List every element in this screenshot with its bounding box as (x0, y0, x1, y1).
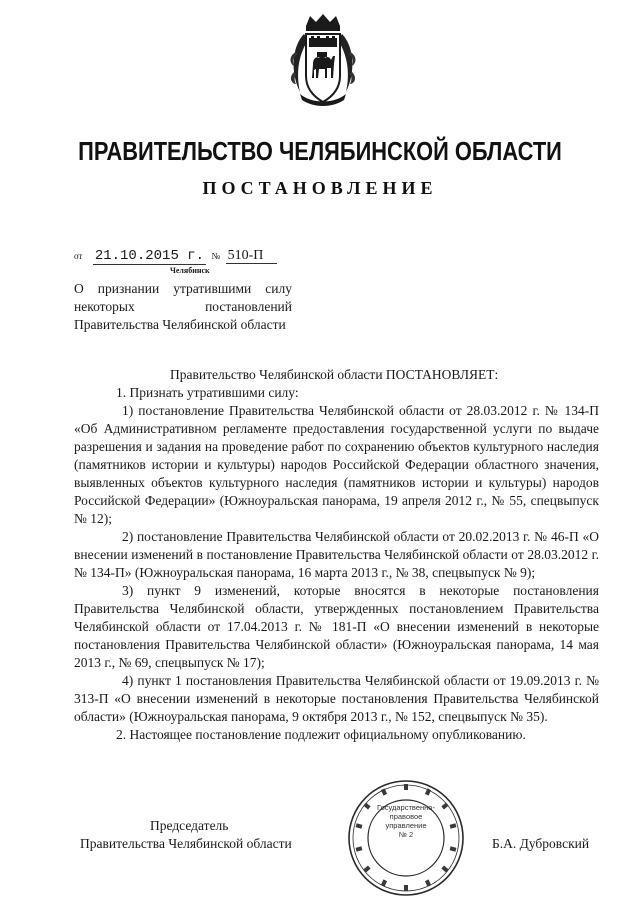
signatory-name: Б.А. Дубровский (492, 836, 590, 851)
stamp-line: правовое (389, 812, 423, 821)
signatory-title: Председатель (150, 818, 229, 833)
document-date: 21.10.2015 г. (94, 248, 205, 264)
stamp-line: управление (385, 821, 427, 830)
document-body (74, 366, 599, 744)
clause-2: 2) постановление Правительства Челябинской области от 20.02.2013 г. № 46-П «О внесении изменений в постановление Правительства Челябинской области от 28.03.2012 г. № 134-П» (Южноуральская панорама, 16 марта 2013 г., № 38, спецвыпуск № 9); (74, 529, 599, 580)
item-1-intro: 1. Признать утратившими силу: (116, 385, 299, 400)
government-title: ПРАВИТЕЛЬСТВО ЧЕЛЯБИНСКОЙ ОБЛАСТИ (78, 136, 562, 166)
signatory-organization: Правительства Челябинской области (80, 836, 292, 851)
document-type-heading: ПОСТАНОВЛЕНИЕ (202, 178, 438, 198)
clause-4: 4) пункт 1 постановления Правительства Челябинской области от 19.09.2013 г. № 313-П «О внесении изменений в некоторые постановления Правительства Челябинской области» (Южноуральская панорама, 9 октября 2013 г., № 152, спецвыпуск № 35). (74, 673, 599, 724)
stamp-center-text (371, 803, 441, 873)
city-label: Челябинск (170, 266, 210, 275)
document-subject: О признании утратившими силу некоторых постановлений Правительства Челябинской области (74, 281, 292, 332)
clause-1: 1) постановление Правительства Челябинской области от 28.03.2012 г. № 134-П «Об Административном регламенте предоставления государственной услуги по выдаче разрешения и задания на проведение работ по сохранению объектов культурного наследия (памятников истории и культуры) народов Российской Федерации областного значения, выявленных объектов культурного наследия (памятников истории и культуры) народов Российской Федерации» (Южноуральская панорама, 19 апреля 2012 г., № 55, спецвыпуск № 12); (74, 403, 599, 526)
stamp-line: Государственно- (377, 803, 435, 812)
item-2: 2. Настоящее постановление подлежит официальному опубликованию. (116, 727, 526, 742)
document-number: 510-П (226, 248, 278, 264)
registration-line (74, 248, 277, 264)
stamp-line: № 2 (398, 830, 414, 839)
number-sign: № (211, 251, 221, 261)
from-label: от (74, 251, 83, 261)
preamble: Правительство Челябинской области ПОСТАНОВЛЯЕТ: (170, 367, 499, 382)
clause-3: 3) пункт 9 изменений, которые вносятся в некоторые постановления Правительства Челябинской области, утвержденных постановлением Правительства Челябинской области от 17.04.2013 г. № 181-П «О внесении изменений в некоторые постановления Правительства Челябинской области» (Южноуральская панорама, 14 мая 2013 г., № 69, спецвыпуск № 17); (74, 583, 599, 670)
coat-of-arms-emblem (286, 12, 360, 110)
